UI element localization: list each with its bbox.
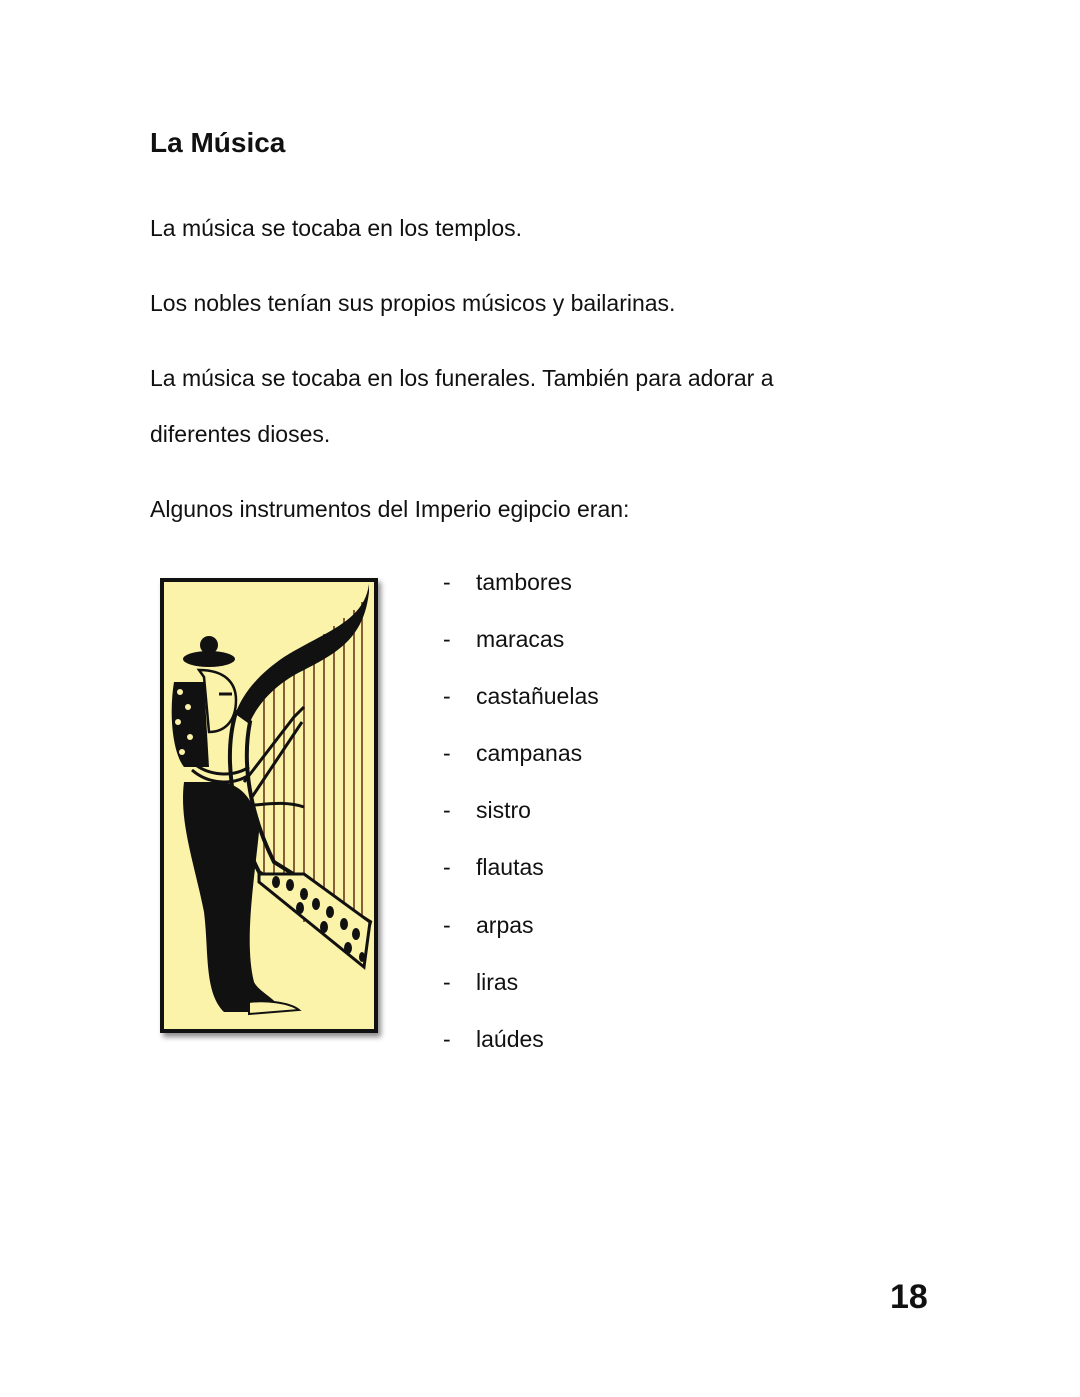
list-item: [440, 739, 599, 796]
list-item: [440, 568, 599, 625]
list-item: [440, 853, 599, 910]
instrument-label: arpas: [476, 911, 534, 938]
page-title: La Música: [150, 127, 286, 158]
bullet-dash: -: [443, 569, 451, 595]
list-item: [440, 796, 599, 853]
harpist-drawing-icon: [164, 582, 374, 1029]
instrument-label: laúdes: [476, 1025, 544, 1052]
bullet-dash: -: [443, 911, 451, 938]
instrument-label: sistro: [476, 797, 531, 824]
bullet-dash: -: [443, 740, 451, 767]
instrument-label: maracas: [476, 626, 565, 653]
instrument-label: tambores: [476, 569, 572, 595]
list-item: [440, 682, 599, 739]
instrument-list: [440, 568, 599, 1082]
list-item: [440, 911, 599, 968]
instrument-label: liras: [476, 968, 519, 995]
bullet-dash: -: [443, 854, 451, 881]
list-item: [440, 625, 599, 682]
instrument-label: campanas: [476, 740, 583, 767]
bullet-dash: -: [443, 626, 451, 653]
paragraph-temples: La música se tocaba en los templos.: [150, 215, 523, 241]
bullet-dash: -: [443, 968, 451, 995]
paragraph-funerals-cont: diferentes dioses.: [150, 421, 331, 447]
list-item: [440, 1025, 599, 1082]
instrument-label: castañuelas: [476, 683, 599, 710]
page-number: 18: [890, 1278, 928, 1316]
bullet-dash: -: [443, 797, 451, 824]
paragraph-nobles: Los nobles tenían sus propios músicos y bailarinas.: [150, 290, 676, 316]
instrument-label: flautas: [476, 854, 544, 881]
paragraph-funerals: La música se tocaba en los funerales. También para adorar a: [150, 365, 774, 391]
bullet-dash: -: [443, 683, 451, 710]
paragraph-instruments-intro: Algunos instrumentos del Imperio egipcio eran:: [150, 496, 630, 522]
harpist-illustration: [160, 578, 378, 1033]
bullet-dash: -: [443, 1025, 451, 1052]
list-item: [440, 968, 599, 1025]
